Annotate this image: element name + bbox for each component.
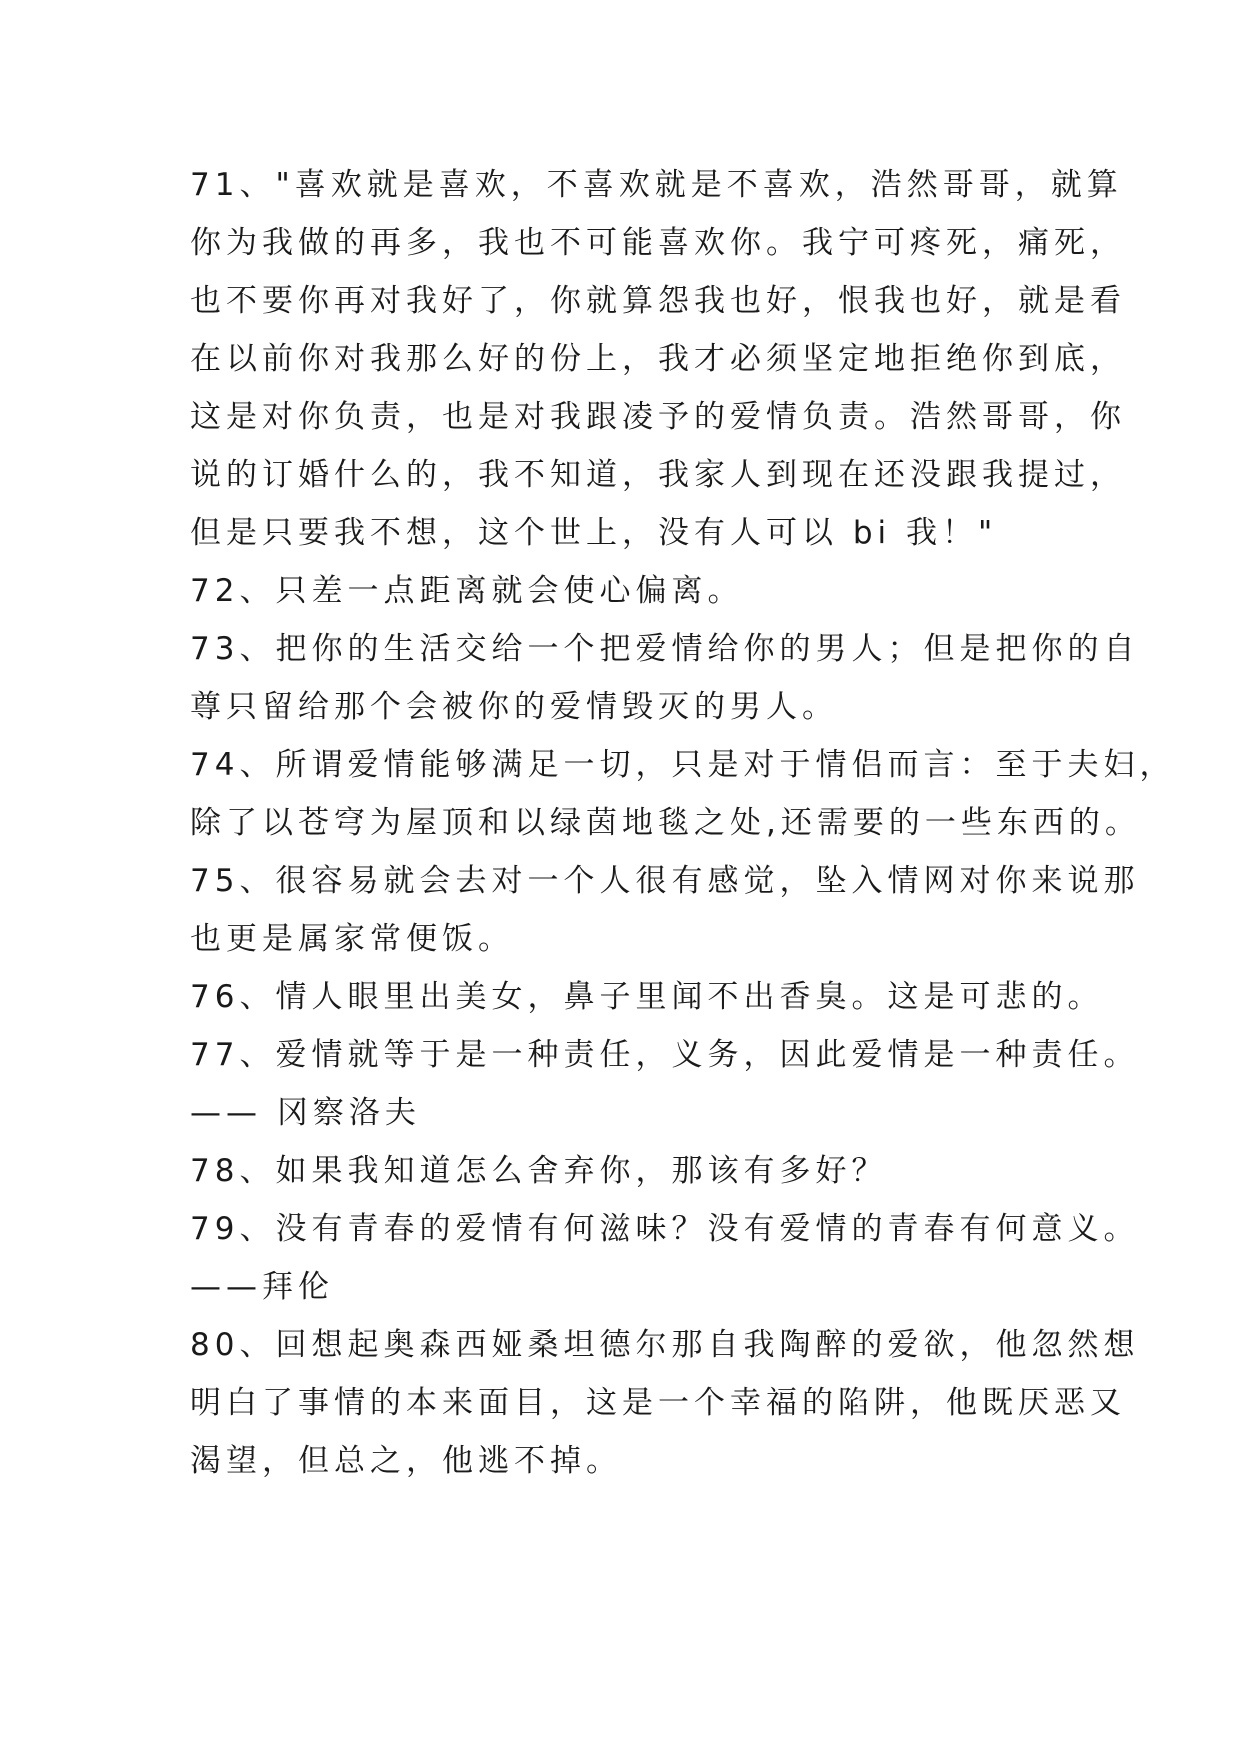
text-line: 这是对你负责，也是对我跟凌予的爱情负责。浩然哥哥，你: [190, 399, 1126, 435]
text-line: 71、"喜欢就是喜欢，不喜欢就是不喜欢，浩然哥哥，就算: [190, 167, 1123, 203]
text-line: 78、如果我知道怎么舍弃你，那该有多好？: [190, 1153, 888, 1189]
text-line: 在以前你对我那么好的份上，我才必须坚定地拒绝你到底，: [190, 341, 1126, 377]
text-line: 也更是属家常便饭。: [190, 921, 514, 957]
text-line: 除了以苍穹为屋顶和以绿茵地毯之处,还需要的一些东西的。: [190, 805, 1141, 841]
text-line: 77、爱情就等于是一种责任，义务，因此爱情是一种责任。: [190, 1037, 1140, 1073]
text-line: 73、把你的生活交给一个把爱情给你的男人；但是把你的自: [190, 631, 1140, 667]
text-line: 74、所谓爱情能够满足一切，只是对于情侣而言：至于夫妇，: [190, 747, 1176, 783]
text-line: 尊只留给那个会被你的爱情毁灭的男人。: [190, 689, 838, 725]
text-line: 也不要你再对我好了，你就算怨我也好，恨我也好，就是看: [190, 283, 1126, 319]
text-line: 80、回想起奥森西娅桑坦德尔那自我陶醉的爱欲，他忽然想: [190, 1327, 1140, 1363]
text-line: 75、很容易就会去对一个人很有感觉，坠入情网对你来说那: [190, 863, 1140, 899]
text-line: 79、没有青春的爱情有何滋味？没有爱情的青春有何意义。: [190, 1211, 1140, 1247]
text-line: 但是只要我不想，这个世上，没有人可以 bi 我！": [190, 515, 998, 551]
text-line: ——拜伦: [190, 1269, 334, 1305]
text-line: 76、情人眼里出美女，鼻子里闻不出香臭。这是可悲的。: [190, 979, 1104, 1015]
text-line: 72、只差一点距离就会使心偏离。: [190, 573, 744, 609]
text-line: 渴望，但总之，他逃不掉。: [190, 1443, 622, 1479]
text-line: —— 冈察洛夫: [190, 1095, 421, 1131]
text-line: 明白了事情的本来面目，这是一个幸福的陷阱，他既厌恶又: [190, 1385, 1126, 1421]
text-line: 你为我做的再多，我也不可能喜欢你。我宁可疼死，痛死，: [190, 225, 1126, 261]
document-body: [190, 156, 1176, 1490]
text-line: 说的订婚什么的，我不知道，我家人到现在还没跟我提过，: [190, 457, 1126, 493]
